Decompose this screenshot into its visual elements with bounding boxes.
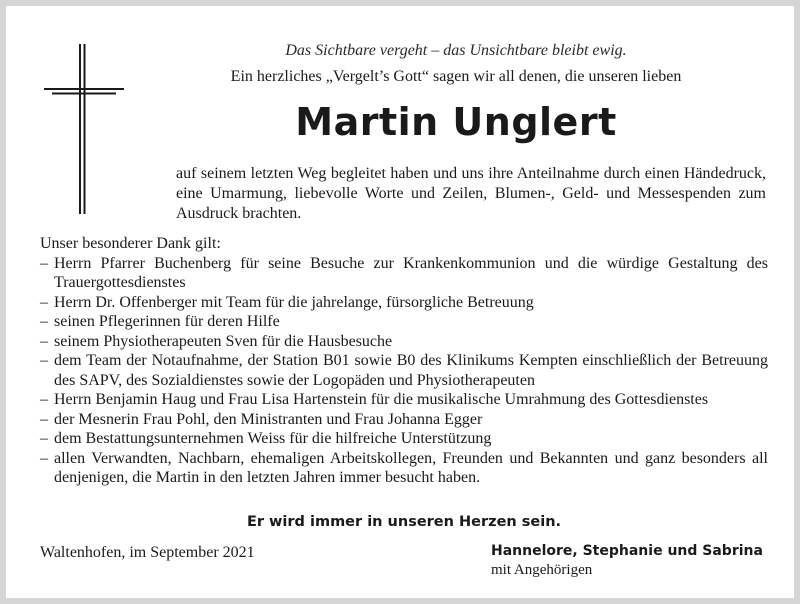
list-item: – allen Verwandten, Nachbarn, ehemaligen Arbeitskollegen, Freunden und Bekannten und ganz besonders all denjenigen, die Martin in den letzten Jahren immer besucht haben. xyxy=(40,449,768,488)
signers xyxy=(491,542,781,580)
deceased-name: Martin Unglert xyxy=(295,100,617,144)
thanks-intro: Ein herzliches „Vergelt’s Gott“ sagen wir all denen, die unseren lieben xyxy=(230,68,682,85)
special-thanks-list xyxy=(40,254,768,488)
list-item: – seinem Physiotherapeuten Sven für die Hausbesuche xyxy=(40,332,768,352)
list-item: – dem Bestattungsunternehmen Weiss für die hilfreiche Unterstützung xyxy=(40,429,768,449)
list-item: – seinen Pflegerinnen für deren Hilfe xyxy=(40,312,768,332)
closing-line: Er wird immer in unseren Herzen sein. xyxy=(246,514,562,530)
list-item: – Herrn Dr. Offenberger mit Team für die jahrelange, fürsorgliche Betreuung xyxy=(40,293,768,313)
list-item: – dem Team der Notaufnahme, der Station B01 sowie B0 des Klinikums Kempten einschließlich der Betreuung des SAPV, des Sozialdienstes sowie der Logopäden und Physiotherapeuten xyxy=(40,351,768,390)
special-thanks xyxy=(40,234,768,488)
signers-names: Hannelore, Stephanie und Sabrina xyxy=(491,543,763,559)
cross-icon xyxy=(44,44,124,214)
list-item: – Herrn Benjamin Haug und Frau Lisa Hartenstein für die musikalische Umrahmung des Gottesdienstes xyxy=(40,390,768,410)
signers-subline: mit Angehörigen xyxy=(491,562,593,578)
list-item: – der Mesnerin Frau Pohl, den Ministranten und Frau Johanna Egger xyxy=(40,410,768,430)
motto: Das Sichtbare vergeht – das Unsichtbare bleibt ewig. xyxy=(285,42,627,59)
thanks-body: auf seinem letzten Weg begleitet haben und uns ihre Anteilnahme durch einen Händedruck, eine Umarmung, liebevolle Worte und Zeilen, Blumen-, Geld- und Messespenden zum Ausdruck brachten. xyxy=(176,165,766,222)
special-thanks-heading: Unser besonderer Dank gilt: xyxy=(40,235,221,252)
place-date: Waltenhofen, im September 2021 xyxy=(40,544,255,561)
list-item: – Herrn Pfarrer Buchenberg für seine Besuche zur Krankenkommunion und die würdige Gestaltung des Trauergottesdienstes xyxy=(40,254,768,293)
